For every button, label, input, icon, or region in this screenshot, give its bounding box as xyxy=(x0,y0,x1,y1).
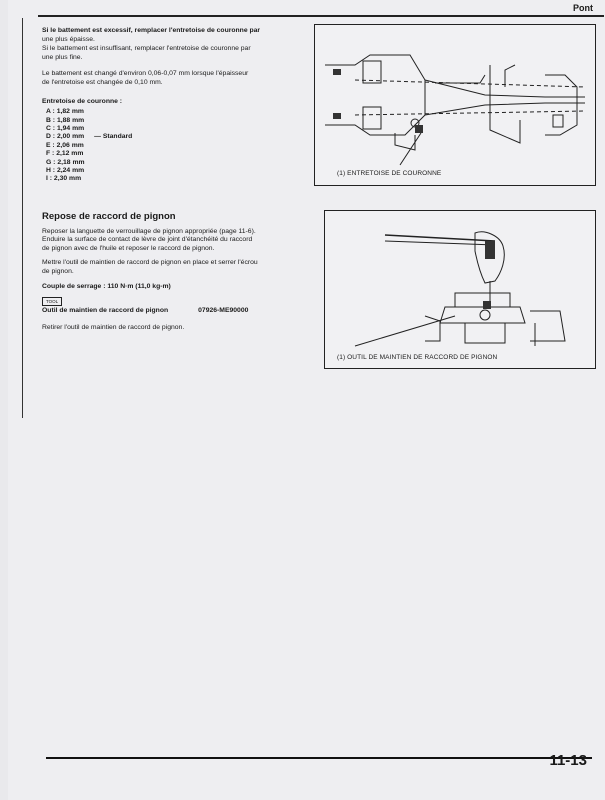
spacer-item: I : 2,30 mm xyxy=(46,175,82,183)
figure-pinion-flange-holder xyxy=(324,210,596,369)
spacer-item: D : 2,00 mm — Standard xyxy=(46,133,133,141)
spacer-item: A : 1,82 mm xyxy=(46,108,84,116)
tool-name: Outil de maintien de raccord de pignon xyxy=(42,307,169,315)
torque-spec: Couple de serrage : 110 N·m (11,0 kg-m) xyxy=(42,282,171,290)
spacer-heading: Entretoise de couronne : xyxy=(42,97,123,105)
tool-icon: TOOL xyxy=(42,297,62,306)
tool-spec xyxy=(42,297,312,316)
figure-caption: (1) OUTIL DE MAINTIEN DE RACCORD DE PIGNON xyxy=(337,354,498,361)
page-number: 11-13 xyxy=(549,752,587,769)
paragraph-change-amount: Le battement est changé d'environ 0,06-0,07 mm lorsque l'épaisseur de l'entretoise est changée de 0,10 mm. xyxy=(42,70,249,86)
section-header-title: Pont xyxy=(573,3,593,13)
bottom-rule xyxy=(46,757,592,759)
spacer-item: F : 2,12 mm xyxy=(46,150,84,158)
ring-gear-diagram xyxy=(315,25,595,185)
spacer-item: B : 1,88 mm xyxy=(46,116,85,124)
pinion-flange-section xyxy=(42,213,312,338)
step-tighten-nut: Mettre l'outil de maintien de raccord de pignon en place et serrer l'écrou de pignon. xyxy=(42,259,258,275)
spacer-item: C : 1,94 mm xyxy=(46,124,85,132)
step-install-lock-tab: Reposer la languette de verrouillage de pignon appropriée (page 11-6). Enduire la surface de contact de lèvre de joint d'étanchéité du raccord de pignon avec de l'huile et reposer le raccord de pignon. xyxy=(42,227,256,252)
spacer-item: H : 2,24 mm xyxy=(46,167,85,174)
step-remove-tool: Retirer l'outil de maintien de raccord de pignon. xyxy=(42,323,185,331)
paragraph-too-little: Si le battement est insuffisant, remplacer l'entretoise de couronne par une plus fine. xyxy=(42,45,251,61)
spacer-item: E : 2,06 mm xyxy=(46,141,84,149)
figure-caption: (1) ENTRETOISE DE COURONNE xyxy=(337,170,442,177)
standard-label: — Standard xyxy=(94,133,133,141)
spacer-list xyxy=(46,108,312,184)
top-rule xyxy=(38,15,604,17)
left-margin-rule xyxy=(22,18,23,418)
section-title: Repose de raccord de pignon xyxy=(42,211,176,222)
tool-number: 07926-ME90000 xyxy=(198,307,249,315)
tool-diagram xyxy=(325,211,595,368)
manual-page xyxy=(8,0,605,800)
figure-ring-gear-spacer xyxy=(314,24,596,186)
spacer-item: G : 2,18 mm xyxy=(46,158,85,166)
runout-instructions xyxy=(42,27,312,184)
spacer-table xyxy=(42,98,312,184)
paragraph-too-much: Si le battement est excessif, remplacer l'entretoise de couronne par une plus épaisse. xyxy=(42,27,261,43)
